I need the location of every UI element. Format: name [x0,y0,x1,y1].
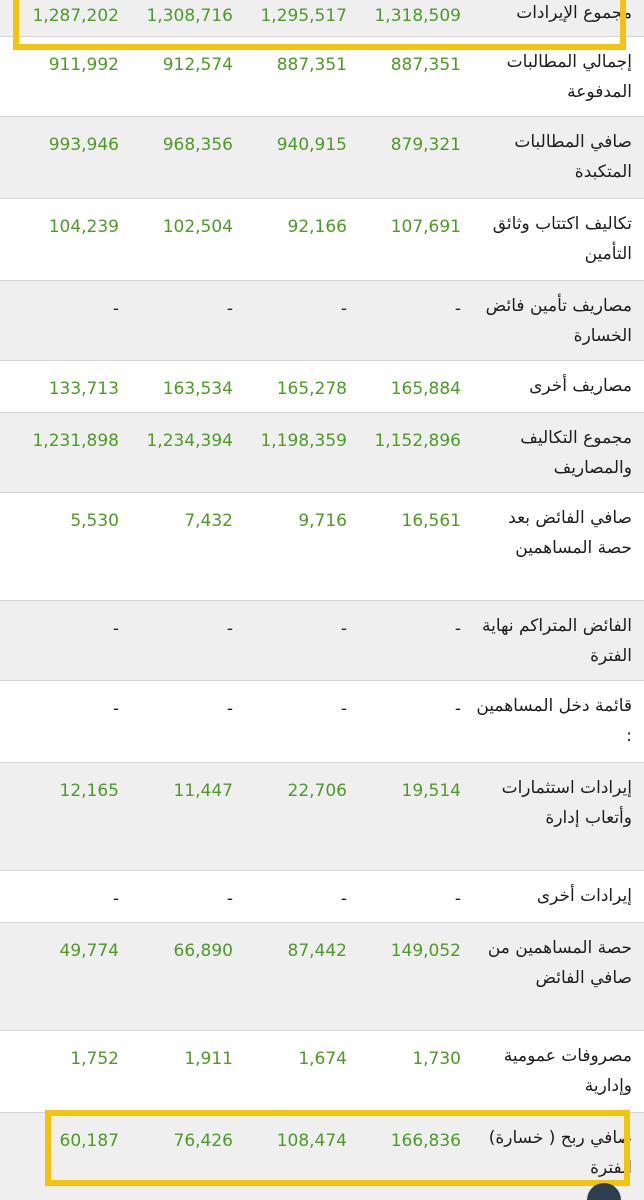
table-row [0,871,644,923]
table-row [0,1031,644,1113]
row-label: إيرادات استثمارات وأتعاب إدارة [465,763,644,871]
table-row [0,117,644,199]
value-cell: - [237,281,351,361]
table-row [0,37,644,117]
table-row [0,601,644,681]
value-cell: 102,504 [123,199,237,281]
value-cell: - [123,871,237,923]
value-cell: 1,308,716 [123,0,237,37]
row-label: حصة المساهمين من صافي الفائض [465,923,644,1031]
value-cell: 107,691 [351,199,465,281]
value-cell: 1,234,394 [123,413,237,493]
value-cell: - [351,281,465,361]
row-label: إجمالي المطالبات المدفوعة [465,37,644,117]
table-row [0,493,644,601]
table-row [0,763,644,871]
value-cell: 11,447 [123,763,237,871]
value-cell: 87,442 [237,923,351,1031]
value-cell: 108,474 [237,1113,351,1200]
value-cell: 1,231,898 [0,413,123,493]
table-row [0,281,644,361]
value-cell: 993,946 [0,117,123,199]
value-cell: 940,915 [237,117,351,199]
value-cell: 76,426 [123,1113,237,1200]
value-cell: - [351,681,465,763]
row-label: صافي ربح ( خسارة) الفترة [465,1113,644,1200]
value-cell: - [237,601,351,681]
row-label: إيرادات أخرى [465,871,644,923]
value-cell: 887,351 [351,37,465,117]
value-cell: - [351,601,465,681]
value-cell: 49,774 [0,923,123,1031]
value-cell: 163,534 [123,361,237,413]
value-cell: - [237,871,351,923]
table-row [0,413,644,493]
value-cell: 9,716 [237,493,351,601]
value-cell: 1,198,359 [237,413,351,493]
value-cell: - [0,281,123,361]
value-cell: - [123,681,237,763]
row-label: مجموع التكاليف والمصاريف [465,413,644,493]
value-cell: 1,674 [237,1031,351,1113]
value-cell: 911,992 [0,37,123,117]
table-row [0,199,644,281]
value-cell: - [123,281,237,361]
value-cell: 1,730 [351,1031,465,1113]
value-cell: - [351,871,465,923]
value-cell: 1,152,896 [351,413,465,493]
row-label: صافي الفائض بعد حصة المساهمين [465,493,644,601]
value-cell: 165,884 [351,361,465,413]
value-cell: 92,166 [237,199,351,281]
row-label: مصروفات عمومية وإدارية [465,1031,644,1113]
value-cell: 16,561 [351,493,465,601]
value-cell: 66,890 [123,923,237,1031]
table-row [0,681,644,763]
value-cell: 104,239 [0,199,123,281]
row-label: مصاريف تأمين فائض الخسارة [465,281,644,361]
row-label: الفائض المتراكم نهاية الفترة [465,601,644,681]
table-row [0,923,644,1031]
value-cell: - [123,601,237,681]
value-cell: 912,574 [123,37,237,117]
value-cell: 60,187 [0,1113,123,1200]
value-cell: 22,706 [237,763,351,871]
value-cell: 149,052 [351,923,465,1031]
value-cell: 887,351 [237,37,351,117]
value-cell: 19,514 [351,763,465,871]
value-cell: 7,432 [123,493,237,601]
table-row [0,361,644,413]
value-cell: - [237,681,351,763]
value-cell: 166,836 [351,1113,465,1200]
value-cell: 1,295,517 [237,0,351,37]
value-cell: 1,287,202 [0,0,123,37]
row-label: مجموع الإيرادات [465,0,644,37]
value-cell: - [0,681,123,763]
value-cell: 133,713 [0,361,123,413]
value-cell: - [0,871,123,923]
row-label: تكاليف اكتتاب وثائق التأمين [465,199,644,281]
value-cell: 12,165 [0,763,123,871]
value-cell: - [0,601,123,681]
table-row [0,1113,644,1200]
value-cell: 5,530 [0,493,123,601]
row-label: صافي المطالبات المتكبدة [465,117,644,199]
row-label: مصاريف أخرى [465,361,644,413]
row-label: قائمة دخل المساهمين : [465,681,644,763]
value-cell: 968,356 [123,117,237,199]
value-cell: 1,752 [0,1031,123,1113]
value-cell: 1,318,509 [351,0,465,37]
value-cell: 1,911 [123,1031,237,1113]
table-row [0,0,644,37]
value-cell: 879,321 [351,117,465,199]
value-cell: 165,278 [237,361,351,413]
